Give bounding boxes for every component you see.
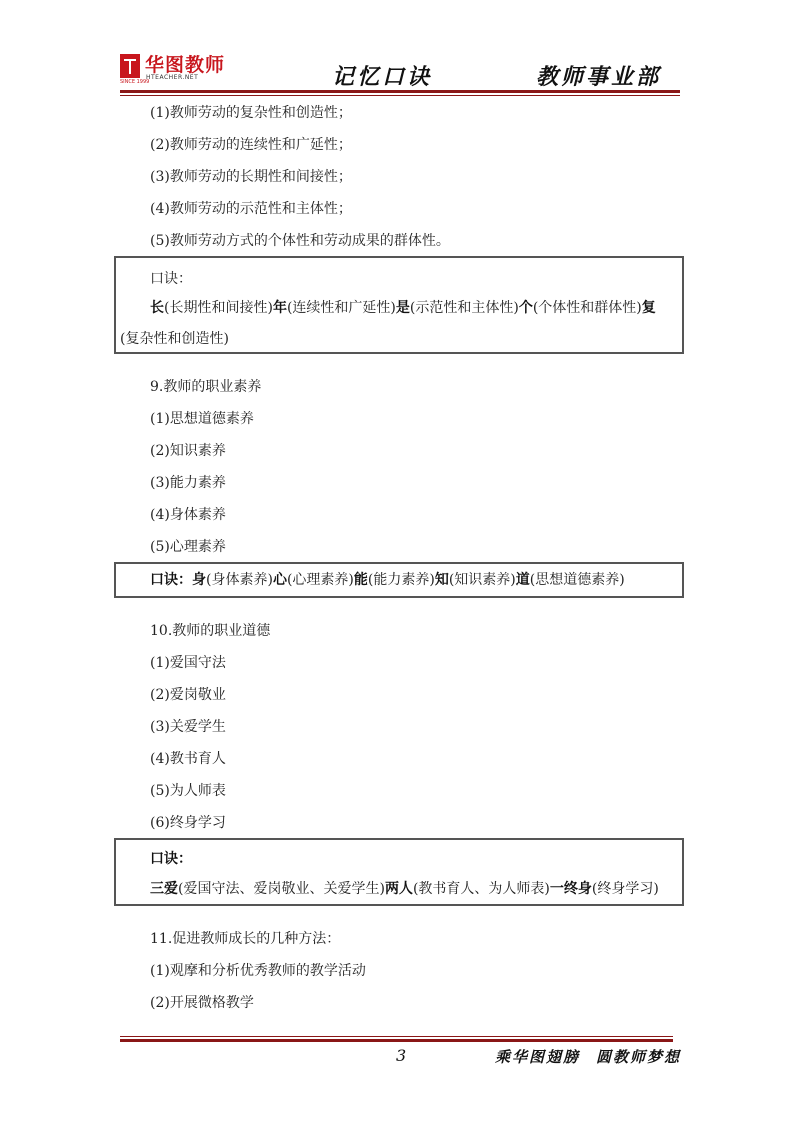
- mnemonic-label: 口诀：: [150, 851, 192, 867]
- section-heading: 9.教师的职业素养: [150, 379, 262, 395]
- list-item: (5)教师劳动方式的个体性和劳动成果的群体性。: [150, 233, 450, 249]
- mnemonic-label: 口诀：: [150, 271, 192, 287]
- list-item: (4)教书育人: [150, 751, 226, 767]
- list-item: (2)爱岗敬业: [150, 687, 226, 703]
- list-item: (4)教师劳动的示范性和主体性；: [150, 201, 352, 217]
- list-item: (3)能力素养: [150, 475, 226, 491]
- list-item: (1)思想道德素养: [150, 411, 254, 427]
- header-rule: [120, 90, 680, 93]
- list-item: (2)开展微格教学: [150, 995, 254, 1011]
- mnemonic-text: 长(长期性和间接性)年(连续性和广延性)是(示范性和主体性)个(个体性和群体性)复: [150, 300, 656, 316]
- footer-rule: [120, 1039, 673, 1042]
- list-item: (3)关爱学生: [150, 719, 226, 735]
- list-item: (1)观摩和分析优秀教师的教学活动: [150, 963, 366, 979]
- logo-est-text: SINCE 1999: [120, 79, 150, 85]
- header-right-title: 教师事业部: [536, 64, 662, 90]
- logo-subtext: HTEACHER.NET: [146, 74, 199, 81]
- list-item: (5)为人师表: [150, 783, 226, 799]
- list-item: (5)心理素养: [150, 539, 226, 555]
- section-heading: 10.教师的职业道德: [150, 623, 271, 639]
- section-heading: 11.促进教师成长的几种方法：: [150, 931, 341, 947]
- list-item: (2)知识素养: [150, 443, 226, 459]
- logo-mark-icon: [120, 54, 140, 78]
- brand-logo: [120, 52, 225, 86]
- page-number: 3: [396, 1046, 407, 1065]
- list-item: (1)教师劳动的复杂性和创造性；: [150, 105, 352, 121]
- mnemonic-text: 口诀：身(身体素养)心(心理素养)能(能力素养)知(知识素养)道(思想道德素养): [150, 572, 625, 588]
- list-item: (3)教师劳动的长期性和间接性；: [150, 169, 352, 185]
- logo-text: 华图教师: [145, 54, 226, 76]
- header-center-title: 记忆口诀: [332, 64, 433, 90]
- list-item: (6)终身学习: [150, 815, 226, 831]
- list-item: (2)教师劳动的连续性和广延性；: [150, 137, 352, 153]
- header-rule-thin: [120, 95, 680, 96]
- footer-motto: 乘华图翅膀 圆教师梦想: [495, 1048, 682, 1066]
- footer-rule-thin: [120, 1036, 673, 1037]
- mnemonic-text-cont: (复杂性和创造性): [120, 331, 229, 347]
- mnemonic-box: [114, 256, 684, 354]
- list-item: (4)身体素养: [150, 507, 226, 523]
- mnemonic-box: [114, 838, 684, 906]
- mnemonic-box: [114, 562, 684, 598]
- list-item: (1)爱国守法: [150, 655, 226, 671]
- mnemonic-text: 三爱(爱国守法、爱岗敬业、关爱学生)两人(教书育人、为人师表)一终身(终身学习): [150, 881, 659, 897]
